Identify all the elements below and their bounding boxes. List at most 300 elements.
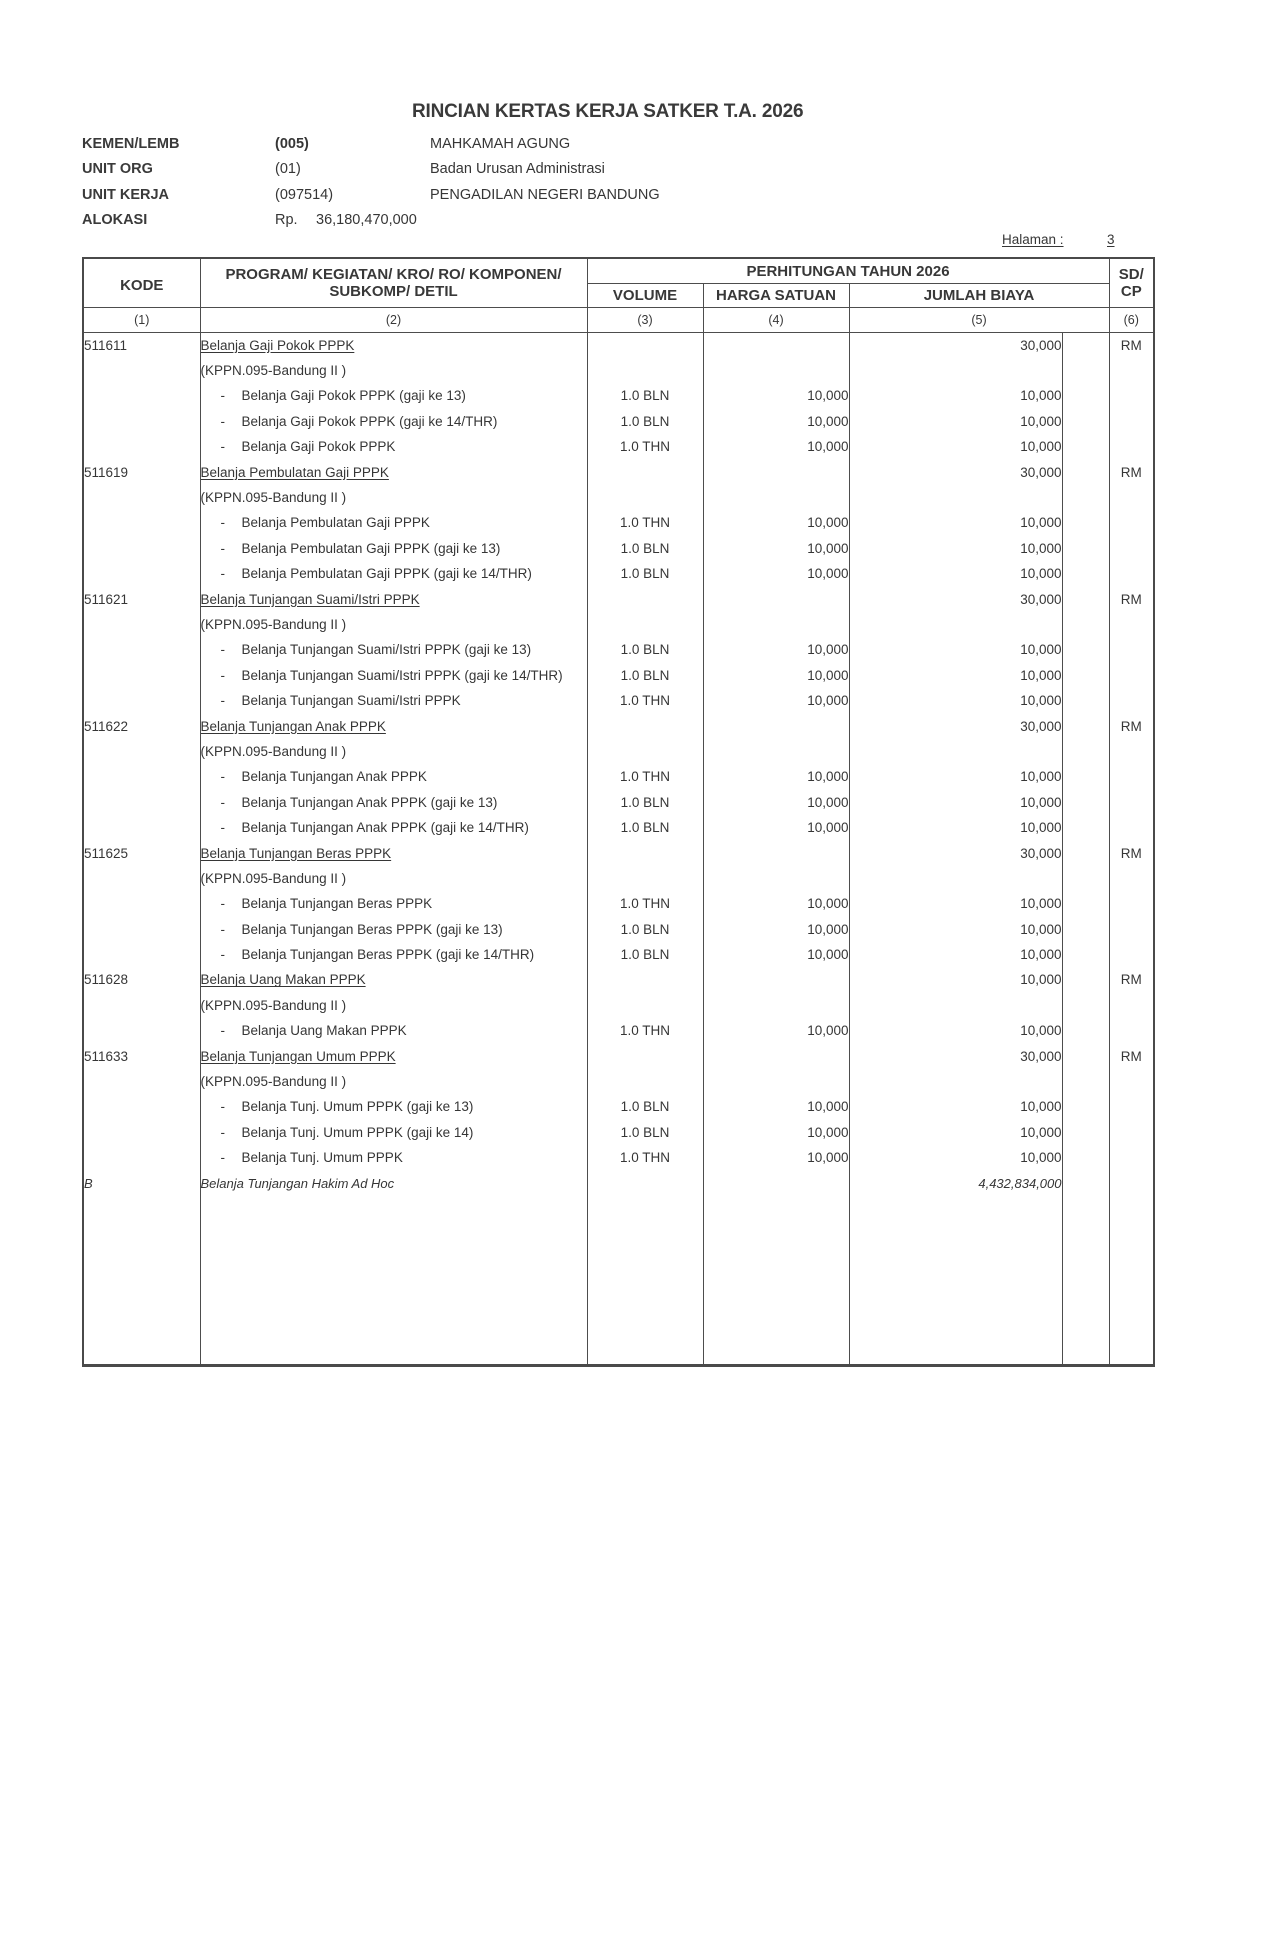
amount-value: 10,000 [1020,388,1062,404]
kode-value: 511633 [84,1048,129,1064]
amount-cell [849,942,1062,967]
kode-cell [83,688,200,713]
amount-value: 4,432,834,000 [978,1175,1062,1191]
volume-value: 1.0 BLN [620,1099,670,1115]
kode-cell [83,612,200,637]
unit-price-cell [703,892,849,917]
item-dash-marker: - [220,1124,225,1140]
amount-cell [849,562,1062,587]
info-name: MAHKAMAH AGUNG [430,136,571,152]
detail-item-row [83,638,1154,663]
amount-cell [849,409,1062,434]
volume-value: 1.0 BLN [620,642,670,658]
detail-item-row [83,1095,1154,1120]
source-value: RM [1120,337,1142,353]
item-dash-marker: - [220,947,225,963]
source-cell [1109,460,1154,485]
amount-cell [849,460,1062,485]
source-value: RM [1120,1048,1142,1064]
unit-price-cell [703,1095,849,1120]
volume-cell [587,587,703,612]
unit-price-value: 10,000 [807,1124,849,1140]
unit-price-value: 10,000 [807,642,849,658]
amount-value: 10,000 [1020,947,1062,963]
volume-cell [587,917,703,942]
kode-cell [83,435,200,460]
item-dash-marker: - [220,667,225,683]
volume-cell [587,663,703,688]
source-cell [1109,1171,1154,1196]
filler-cell [587,1196,703,1366]
description-text: (KPPN.095-Bandung II ) [200,743,347,759]
description-text: Belanja Tunjangan Suami/Istri PPPK (gaji ke 14/THR) [241,667,563,683]
description-text: Belanja Tunjangan Anak PPPK [200,718,386,734]
description-cell [200,485,587,510]
source-cell [1109,1146,1154,1171]
description-text: Belanja Pembulatan Gaji PPPK [241,515,430,531]
unit-price-value: 10,000 [807,515,849,531]
item-dash-marker: - [220,1099,225,1115]
amount-cell [849,435,1062,460]
info-label: UNIT KERJA [82,186,170,203]
description-text: Belanja Uang Makan PPPK [241,1023,407,1039]
amount-value: 10,000 [1020,820,1062,836]
kode-cell [83,942,200,967]
source-cell [1109,409,1154,434]
volume-value: 1.0 THN [619,515,671,531]
amount-value: 10,000 [1020,540,1062,556]
unit-price-cell [703,587,849,612]
source-cell [1109,790,1154,815]
unit-price-cell [703,663,849,688]
detail-item-row [83,435,1154,460]
description-cell [200,968,587,993]
description-cell [200,1120,587,1145]
unit-price-value: 10,000 [807,1099,849,1115]
amount-spacer-cell [1062,1171,1109,1196]
volume-value: 1.0 THN [619,1150,671,1166]
volume-cell [587,612,703,637]
program-header [200,258,587,308]
alokasi-currency: Rp. [275,211,298,228]
description-text: Belanja Tunj. Umum PPPK [241,1150,403,1166]
amount-cell [849,739,1062,764]
kode-cell [83,587,200,612]
item-dash-marker: - [220,769,225,785]
volume-value: 1.0 BLN [620,947,670,963]
amount-cell [849,688,1062,713]
volume-cell [587,968,703,993]
kode-cell [83,765,200,790]
amount-cell [849,993,1062,1018]
column-number: (6) [1109,308,1154,333]
description-text: (KPPN.095-Bandung II ) [200,1074,347,1090]
unit-price-cell [703,1120,849,1145]
volume-cell [587,739,703,764]
amount-spacer-cell [1062,1069,1109,1094]
column-number: (5) [849,308,1109,333]
kode-cell [83,1171,200,1196]
volume-value: 1.0 BLN [620,413,670,429]
volume-cell [587,536,703,561]
amount-spacer-cell [1062,1146,1109,1171]
filler-cell [83,1196,200,1366]
source-cell [1109,638,1154,663]
description-cell [200,409,587,434]
source-value: RM [1120,845,1142,861]
account-row [83,841,1154,866]
description-cell [200,1019,587,1044]
volume-cell [587,993,703,1018]
unit-price-cell [703,562,849,587]
description-text: (KPPN.095-Bandung II ) [200,616,347,632]
info-code: (01) [275,161,301,178]
volume-cell [587,1171,703,1196]
unit-price-cell [703,739,849,764]
amount-spacer-cell [1062,841,1109,866]
kode-cell [83,892,200,917]
amount-spacer-cell [1062,1044,1109,1069]
kode-value: 511611 [84,337,128,353]
description-text: Belanja Uang Makan PPPK [200,972,366,988]
unit-price-cell [703,688,849,713]
source-cell [1109,663,1154,688]
kode-value: B [84,1175,93,1191]
description-cell [200,638,587,663]
unit-price-value: 10,000 [807,439,849,455]
amount-value: 10,000 [1020,515,1062,531]
volume-cell [587,485,703,510]
description-text: Belanja Tunjangan Anak PPPK (gaji ke 13) [241,794,498,810]
description-cell [200,612,587,637]
kppn-row [83,993,1154,1018]
unit-price-cell [703,815,849,840]
amount-spacer-cell [1062,638,1109,663]
amount-cell [849,1069,1062,1094]
kode-cell [83,562,200,587]
detail-item-row [83,409,1154,434]
volume-cell [587,384,703,409]
amount-spacer-cell [1062,866,1109,891]
table-body [83,333,1154,1197]
source-cell [1109,765,1154,790]
alokasi-label: ALOKASI [82,211,148,228]
unit-price-value: 10,000 [807,540,849,556]
volume-cell [587,714,703,739]
description-cell [200,460,587,485]
unit-price-cell [703,612,849,637]
amount-value: 30,000 [1020,718,1062,734]
kode-cell [83,333,200,359]
kode-cell [83,460,200,485]
item-dash-marker: - [220,566,225,582]
unit-price-cell [703,1069,849,1094]
source-cell [1109,333,1154,359]
volume-value: 1.0 THN [619,1023,671,1039]
description-cell [200,536,587,561]
detail-item-row [83,511,1154,536]
kode-cell [83,1146,200,1171]
amount-spacer-cell [1062,409,1109,434]
amount-cell [849,1120,1062,1145]
source-cell [1109,688,1154,713]
description-text: Belanja Tunjangan Suami/Istri PPPK [241,693,461,709]
amount-value: 10,000 [1020,566,1062,582]
description-cell [200,1146,587,1171]
description-cell [200,358,587,383]
kode-cell [83,384,200,409]
amount-spacer-cell [1062,1120,1109,1145]
description-text: Belanja Gaji Pokok PPPK (gaji ke 13) [241,388,466,404]
amount-spacer-cell [1062,942,1109,967]
unit-price-cell [703,1171,849,1196]
amount-cell [849,815,1062,840]
source-cell [1109,511,1154,536]
item-dash-marker: - [220,388,225,404]
column-number: (3) [587,308,703,333]
item-dash-marker: - [220,896,225,912]
volume-cell [587,892,703,917]
description-text: (KPPN.095-Bandung II ) [200,870,347,886]
info-label: KEMEN/LEMB [82,136,180,152]
description-text: Belanja Tunjangan Beras PPPK [200,845,392,861]
item-dash-marker: - [220,642,225,658]
description-text: Belanja Tunj. Umum PPPK (gaji ke 13) [241,1099,474,1115]
amount-spacer-cell [1062,511,1109,536]
description-cell [200,663,587,688]
description-cell [200,765,587,790]
amount-value: 10,000 [1020,1099,1062,1115]
item-dash-marker: - [220,921,225,937]
description-text: (KPPN.095-Bandung II ) [200,490,347,506]
unit-price-cell [703,942,849,967]
item-dash-marker: - [220,413,225,429]
source-cell [1109,942,1154,967]
volume-cell [587,1095,703,1120]
description-text: Belanja Tunjangan Suami/Istri PPPK [200,591,420,607]
filler-cell [200,1196,587,1366]
alokasi-amount: 36,180,470,000 [316,211,417,228]
volume-cell [587,460,703,485]
account-row [83,968,1154,993]
item-dash-marker: - [220,515,225,531]
unit-price-cell [703,638,849,663]
description-cell [200,688,587,713]
budget-detail-table [82,257,1155,1367]
unit-price-value: 10,000 [807,1150,849,1166]
volume-value: 1.0 BLN [620,794,670,810]
description-cell [200,511,587,536]
unit-price-cell [703,790,849,815]
kode-cell [83,993,200,1018]
amount-spacer-cell [1062,384,1109,409]
unit-price-cell [703,536,849,561]
unit-price-cell [703,435,849,460]
amount-cell [849,765,1062,790]
volume-cell [587,1120,703,1145]
info-row-alokasi [82,210,782,235]
detail-item-row [83,1146,1154,1171]
unit-price-value: 10,000 [807,896,849,912]
volume-value: 1.0 BLN [620,388,670,404]
description-cell [200,435,587,460]
amount-cell [849,1146,1062,1171]
amount-cell [849,714,1062,739]
amount-value: 10,000 [1020,667,1062,683]
source-cell [1109,739,1154,764]
amount-cell [849,333,1062,359]
source-cell [1109,1095,1154,1120]
volume-cell [587,942,703,967]
kppn-row [83,485,1154,510]
filler-cell [849,1196,1062,1366]
sdcp-header-line1: SD/ [1118,266,1144,283]
unit-price-cell [703,1044,849,1069]
unit-price-header: HARGA SATUAN [703,284,849,308]
volume-value: 1.0 BLN [620,667,670,683]
amount-cell [849,1019,1062,1044]
sdcp-header [1109,258,1154,308]
amount-value: 10,000 [1020,413,1062,429]
kode-value: 511621 [84,591,129,607]
source-cell [1109,1120,1154,1145]
column-number: (1) [83,308,200,333]
kode-cell [83,1095,200,1120]
amount-spacer-cell [1062,333,1109,359]
kode-cell [83,841,200,866]
amount-value: 10,000 [1020,921,1062,937]
description-cell [200,1095,587,1120]
amount-spacer-cell [1062,739,1109,764]
unit-price-cell [703,1019,849,1044]
kode-cell [83,1120,200,1145]
volume-value: 1.0 BLN [620,1124,670,1140]
amount-cell [849,892,1062,917]
description-cell [200,1069,587,1094]
unit-price-value: 10,000 [807,667,849,683]
amount-value: 10,000 [1020,1023,1062,1039]
amount-spacer-cell [1062,714,1109,739]
kode-cell [83,815,200,840]
volume-value: 1.0 BLN [620,921,670,937]
unit-price-cell [703,384,849,409]
description-cell [200,333,587,359]
account-row [83,1044,1154,1069]
unit-price-cell [703,511,849,536]
sdcp-header-line2: CP [1120,283,1142,300]
kode-value: 511619 [84,464,129,480]
header-row [83,258,1154,284]
unit-price-value: 10,000 [807,769,849,785]
detail-item-row [83,892,1154,917]
amount-cell [849,841,1062,866]
amount-cell [849,587,1062,612]
kode-cell [83,485,200,510]
item-dash-marker: - [220,1023,225,1039]
volume-cell [587,1044,703,1069]
description-cell [200,790,587,815]
kode-cell [83,1044,200,1069]
info-row-unit-org [82,159,782,184]
source-cell [1109,892,1154,917]
kode-cell [83,1019,200,1044]
filler-cell [1062,1196,1109,1366]
description-text: Belanja Tunjangan Beras PPPK [241,896,433,912]
amount-value: 10,000 [1020,972,1062,988]
info-code: (005) [275,136,309,152]
description-cell [200,739,587,764]
kode-cell [83,968,200,993]
amount-cell [849,384,1062,409]
detail-item-row [83,1019,1154,1044]
amount-cell [849,511,1062,536]
amount-value: 10,000 [1020,769,1062,785]
volume-cell [587,358,703,383]
program-header-line1: PROGRAM/ KEGIATAN/ KRO/ RO/ KOMPONEN/ [225,266,562,283]
program-header-line2: SUBKOMP/ DETIL [329,283,458,300]
volume-cell [587,638,703,663]
description-cell [200,384,587,409]
amount-spacer-cell [1062,765,1109,790]
detail-item-row [83,384,1154,409]
kode-cell [83,714,200,739]
kode-cell [83,866,200,891]
group-row [83,1171,1154,1196]
kode-cell [83,536,200,561]
description-cell [200,917,587,942]
unit-price-cell [703,485,849,510]
kppn-row [83,358,1154,383]
source-cell [1109,917,1154,942]
description-text: (KPPN.095-Bandung II ) [200,363,347,379]
source-cell [1109,714,1154,739]
account-row [83,714,1154,739]
volume-cell [587,866,703,891]
amount-spacer-cell [1062,587,1109,612]
amount-cell [849,1095,1062,1120]
description-text: Belanja Pembulatan Gaji PPPK (gaji ke 14/THR) [241,566,532,582]
info-label: UNIT ORG [82,161,153,178]
volume-cell [587,562,703,587]
unit-price-cell [703,460,849,485]
source-cell [1109,993,1154,1018]
amount-spacer-cell [1062,688,1109,713]
description-cell [200,841,587,866]
page-label: Halaman : [1002,232,1064,247]
description-text: Belanja Tunjangan Anak PPPK (gaji ke 14/THR) [241,820,529,836]
volume-value: 1.0 BLN [620,820,670,836]
amount-cell [849,1171,1062,1196]
amount-spacer-cell [1062,663,1109,688]
info-row-unit-kerja [82,185,782,210]
description-cell [200,1044,587,1069]
kode-cell [83,358,200,383]
unit-price-cell [703,765,849,790]
kode-cell [83,663,200,688]
detail-item-row [83,815,1154,840]
unit-price-value: 10,000 [807,921,849,937]
description-cell [200,815,587,840]
source-cell [1109,612,1154,637]
amount-value: 30,000 [1020,464,1062,480]
unit-price-value: 10,000 [807,1023,849,1039]
account-row [83,587,1154,612]
item-dash-marker: - [220,439,225,455]
description-cell [200,866,587,891]
volume-value: 1.0 BLN [620,566,670,582]
detail-item-row [83,688,1154,713]
amount-spacer-cell [1062,562,1109,587]
